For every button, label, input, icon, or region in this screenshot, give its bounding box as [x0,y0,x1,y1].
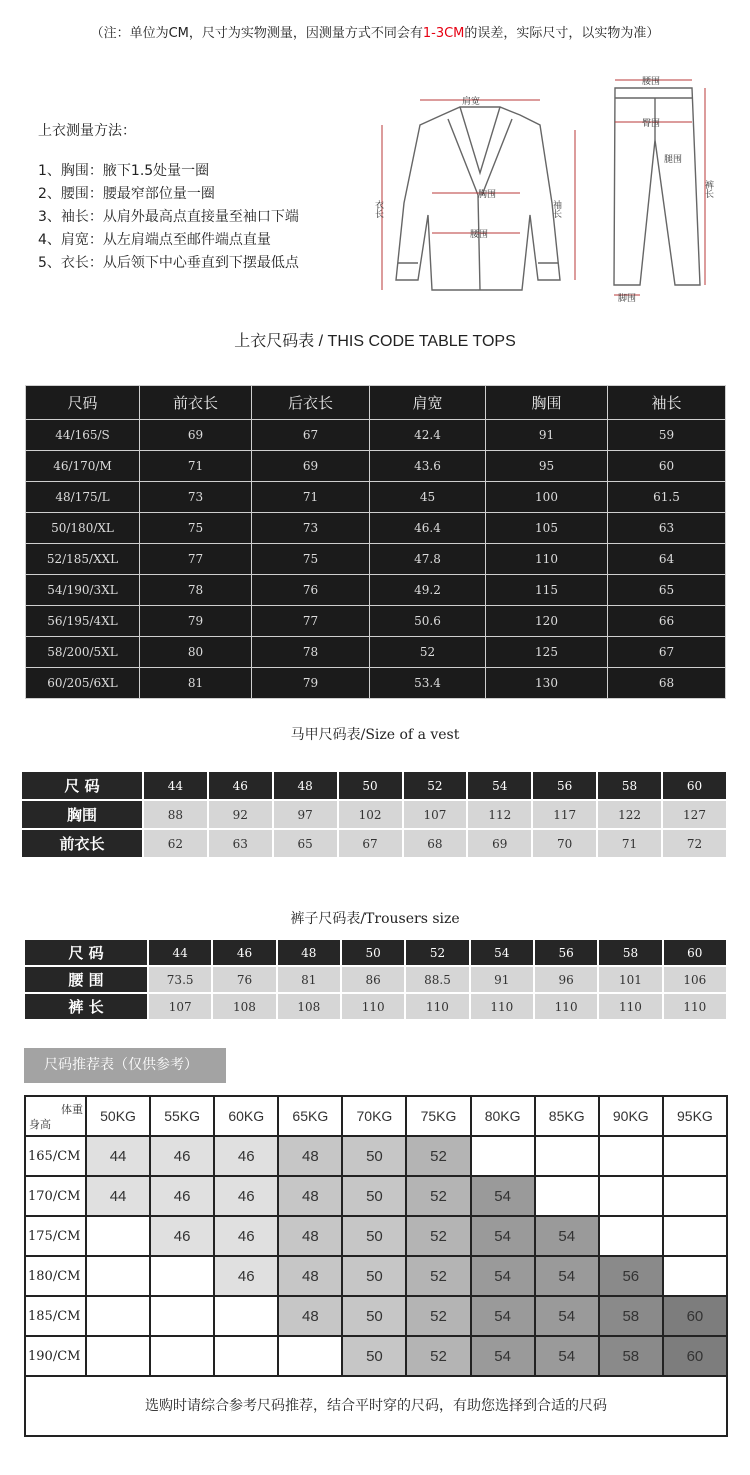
height-header: 190/CM [25,1336,86,1376]
size-header: 54 [470,939,534,966]
size-cell [599,1136,663,1176]
size-header: 60 [662,771,727,800]
table-cell: 110 [470,993,534,1020]
table-cell: 66 [608,606,726,637]
size-header: 46 [208,771,273,800]
height-header: 175/CM [25,1216,86,1256]
header-cell: 肩宽 [370,386,486,420]
weight-header: 90KG [599,1096,663,1136]
weight-header: 95KG [663,1096,727,1136]
table-cell: 48/175/L [26,482,140,513]
size-cell: 54 [535,1336,599,1376]
table-cell: 62 [143,829,208,858]
table-cell: 60 [608,451,726,482]
table-cell: 71 [597,829,662,858]
table-header-row [25,1096,727,1136]
table-cell: 95 [486,451,608,482]
size-cell: 46 [150,1136,214,1176]
waist-label: 腰围 [470,230,489,240]
table-cell: 75 [140,513,252,544]
size-cell: 52 [406,1256,470,1296]
size-cell [599,1176,663,1216]
size-cell: 50 [342,1176,406,1216]
table-cell: 125 [486,637,608,668]
height-header: 185/CM [25,1296,86,1336]
size-header: 58 [597,771,662,800]
size-header: 50 [341,939,405,966]
table-row [25,1216,727,1256]
row-label: 胸围 [21,800,143,829]
sleeve-label: 袖长 [551,200,561,218]
table-header-row [24,939,727,966]
row-label: 裤 长 [24,993,148,1020]
size-cell: 52 [406,1336,470,1376]
method-title: 上衣测量方法： [38,123,136,139]
header-cell: 后衣长 [252,386,370,420]
table-row [26,637,726,668]
size-cell [86,1296,150,1336]
size-cell [214,1296,278,1336]
corner-cell [25,1096,86,1136]
weight-header: 60KG [214,1096,278,1136]
table-row [26,575,726,606]
size-header: 44 [143,771,208,800]
table-cell: 69 [467,829,532,858]
table-cell: 102 [338,800,403,829]
corner-wrap [26,1097,85,1135]
size-cell: 54 [471,1256,535,1296]
size-cell: 58 [599,1336,663,1376]
table-row [26,451,726,482]
table-cell: 47.8 [370,544,486,575]
size-cell: 50 [342,1216,406,1256]
table-cell: 54/190/3XL [26,575,140,606]
size-header: 46 [212,939,276,966]
size-cell: 52 [406,1136,470,1176]
size-header: 58 [598,939,662,966]
table-cell: 86 [341,966,405,993]
vest-table-title: 马甲尺码表/Size of a vest [290,727,460,743]
table-cell: 75 [252,544,370,575]
table-cell: 44/165/S [26,420,140,451]
table-cell: 71 [252,482,370,513]
size-header: 48 [273,771,338,800]
table-cell: 68 [403,829,468,858]
table-cell: 63 [208,829,273,858]
measurement-method [38,120,299,275]
size-header: 56 [532,771,597,800]
table-cell: 76 [252,575,370,606]
size-header: 44 [148,939,212,966]
size-header: 60 [663,939,727,966]
recommend-table [24,1095,728,1377]
recommend-footer: 选购时请综合参考尺码推荐，结合平时穿的尺码，有助您选择到合适的尺码 [24,1377,728,1437]
table-cell: 64 [608,544,726,575]
size-cell: 48 [278,1176,342,1216]
table-cell: 101 [598,966,662,993]
table-cell: 65 [608,575,726,606]
table-cell: 78 [252,637,370,668]
table-cell: 68 [608,668,726,699]
method-item: 2、腰围：腰最窄部位量一圈 [38,186,215,202]
size-cell [535,1176,599,1216]
size-cell [86,1216,150,1256]
table-cell: 65 [273,829,338,858]
pants-diagram [600,70,730,310]
table-header-row [26,386,726,420]
size-cell: 50 [342,1256,406,1296]
table-cell: 73 [252,513,370,544]
table-row [26,420,726,451]
height-header: 165/CM [25,1136,86,1176]
table-header-row [21,771,727,800]
table-cell: 106 [663,966,727,993]
table-cell: 117 [532,800,597,829]
table-row [26,668,726,699]
size-cell: 54 [471,1176,535,1216]
size-cell [663,1136,727,1176]
size-cell: 46 [214,1176,278,1216]
table-cell: 67 [252,420,370,451]
table-cell: 77 [252,606,370,637]
header-cell: 尺码 [26,386,140,420]
size-cell: 60 [663,1336,727,1376]
size-cell: 48 [278,1256,342,1296]
size-cell: 52 [406,1216,470,1256]
table-cell: 71 [140,451,252,482]
size-cell [150,1296,214,1336]
table-cell: 115 [486,575,608,606]
size-header: 56 [534,939,598,966]
table-cell: 122 [597,800,662,829]
table-cell: 79 [252,668,370,699]
table-cell: 96 [534,966,598,993]
table-cell: 45 [370,482,486,513]
size-cell: 50 [342,1296,406,1336]
size-cell: 52 [406,1296,470,1336]
size-header: 54 [467,771,532,800]
error-range: 1-3CM [422,26,465,41]
pants-hem-label: 脚围 [618,294,637,304]
table-cell: 46/170/M [26,451,140,482]
size-cell: 46 [214,1216,278,1256]
chest-label: 胸围 [478,190,497,200]
height-header: 170/CM [25,1176,86,1216]
measurement-note: （注：单位为CM，尺寸为实物测量，因测量方式不同会有1-3CM的误差，实际尺寸，以实物为准） [90,26,660,41]
size-cell: 56 [599,1256,663,1296]
size-cell: 46 [150,1216,214,1256]
pants-thigh-label: 腿围 [664,155,683,165]
weight-header: 65KG [278,1096,342,1136]
table-cell: 50/180/XL [26,513,140,544]
table-cell: 79 [140,606,252,637]
weight-header: 75KG [406,1096,470,1136]
trousers-table-title: 裤子尺码表/Trousers size [290,911,460,927]
table-cell: 67 [338,829,403,858]
trousers-size-table [23,938,728,1021]
weight-label: 体重 [61,1104,83,1116]
weight-header: 80KG [471,1096,535,1136]
row-label: 尺 码 [24,939,148,966]
tops-table-title: 上衣尺码表 / THIS CODE TABLE TOPS [234,333,516,350]
table-cell: 91 [470,966,534,993]
table-cell: 108 [212,993,276,1020]
table-cell: 69 [252,451,370,482]
size-cell: 52 [406,1176,470,1216]
table-cell: 53.4 [370,668,486,699]
table-row [26,513,726,544]
size-cell: 48 [278,1216,342,1256]
table-cell: 81 [140,668,252,699]
size-cell: 54 [471,1216,535,1256]
vest-size-table [20,770,728,859]
table-cell: 92 [208,800,273,829]
size-cell: 48 [278,1296,342,1336]
size-cell: 44 [86,1176,150,1216]
size-header: 50 [338,771,403,800]
table-cell: 88 [143,800,208,829]
weight-header: 70KG [342,1096,406,1136]
table-cell: 73.5 [148,966,212,993]
height-header: 180/CM [25,1256,86,1296]
table-cell: 110 [341,993,405,1020]
size-cell: 46 [214,1136,278,1176]
size-header: 52 [405,939,469,966]
table-cell: 107 [148,993,212,1020]
table-cell: 77 [140,544,252,575]
table-cell: 69 [140,420,252,451]
table-cell: 127 [662,800,727,829]
table-cell: 52 [370,637,486,668]
table-cell: 72 [662,829,727,858]
size-cell [535,1136,599,1176]
size-cell [214,1336,278,1376]
table-cell: 76 [212,966,276,993]
shoulder-label: 肩宽 [462,97,481,107]
size-cell: 44 [86,1136,150,1176]
size-header: 48 [277,939,341,966]
table-cell: 108 [277,993,341,1020]
size-cell [471,1136,535,1176]
table-cell: 130 [486,668,608,699]
table-cell: 61.5 [608,482,726,513]
size-cell [599,1216,663,1256]
table-cell: 110 [598,993,662,1020]
table-cell: 59 [608,420,726,451]
table-cell: 42.4 [370,420,486,451]
table-cell: 78 [140,575,252,606]
tops-size-table [25,385,726,699]
size-cell: 54 [535,1216,599,1256]
size-cell: 54 [535,1296,599,1336]
table-row [26,606,726,637]
table-cell: 100 [486,482,608,513]
table-cell: 120 [486,606,608,637]
size-cell [150,1256,214,1296]
recommend-title: 尺码推荐表（仅供参考） [24,1048,226,1083]
header-cell: 胸围 [486,386,608,420]
size-cell [663,1256,727,1296]
table-cell: 56/195/4XL [26,606,140,637]
size-cell [663,1176,727,1216]
method-item: 1、胸围：腋下1.5处量一圈 [38,163,210,179]
table-row [24,993,727,1020]
table-cell: 67 [608,637,726,668]
table-cell: 43.6 [370,451,486,482]
table-row [26,482,726,513]
weight-header: 55KG [150,1096,214,1136]
size-cell: 46 [214,1256,278,1296]
table-row [21,800,727,829]
size-cell [278,1336,342,1376]
method-item: 5、衣长：从后领下中心垂直到下摆最低点 [38,255,299,271]
header-cell: 前衣长 [140,386,252,420]
table-cell: 112 [467,800,532,829]
size-cell: 50 [342,1336,406,1376]
size-cell [86,1336,150,1376]
table-cell: 97 [273,800,338,829]
length-label: 衣长 [373,200,383,218]
size-cell: 58 [599,1296,663,1336]
weight-header: 50KG [86,1096,150,1136]
table-cell: 81 [277,966,341,993]
table-cell: 50.6 [370,606,486,637]
table-cell: 58/200/5XL [26,637,140,668]
table-cell: 110 [486,544,608,575]
size-cell: 48 [278,1136,342,1176]
size-cell [150,1336,214,1376]
table-cell: 110 [534,993,598,1020]
table-cell: 105 [486,513,608,544]
table-cell: 107 [403,800,468,829]
table-row [21,829,727,858]
table-cell: 110 [663,993,727,1020]
pants-length-label: 裤长 [703,180,713,198]
row-label: 尺 码 [21,771,143,800]
table-cell: 110 [405,993,469,1020]
size-cell: 60 [663,1296,727,1336]
table-row [25,1256,727,1296]
size-header: 52 [403,771,468,800]
table-row [25,1336,727,1376]
row-label: 前衣长 [21,829,143,858]
table-cell: 80 [140,637,252,668]
jacket-diagram [370,85,600,305]
table-row [24,966,727,993]
height-label: 身高 [29,1119,51,1131]
size-cell: 46 [150,1176,214,1216]
pants-hip-label: 臀围 [642,119,661,129]
table-cell: 63 [608,513,726,544]
size-cell: 54 [535,1256,599,1296]
table-cell: 46.4 [370,513,486,544]
row-label: 腰 围 [24,966,148,993]
size-cell: 54 [471,1336,535,1376]
weight-header: 85KG [535,1096,599,1136]
size-cell [663,1216,727,1256]
method-item: 3、袖长：从肩外最高点直接量至袖口下端 [38,209,299,225]
header-cell: 袖长 [608,386,726,420]
table-row [26,544,726,575]
table-cell: 60/205/6XL [26,668,140,699]
size-cell: 54 [471,1296,535,1336]
pants-waist-label: 腰围 [642,77,661,87]
table-row [25,1136,727,1176]
table-row [25,1296,727,1336]
method-item: 4、肩宽：从左肩端点至邮件端点直量 [38,232,271,248]
table-cell: 73 [140,482,252,513]
table-cell: 70 [532,829,597,858]
size-cell: 50 [342,1136,406,1176]
table-row [25,1176,727,1216]
table-cell: 88.5 [405,966,469,993]
table-cell: 49.2 [370,575,486,606]
size-cell [86,1256,150,1296]
table-cell: 91 [486,420,608,451]
table-cell: 52/185/XXL [26,544,140,575]
